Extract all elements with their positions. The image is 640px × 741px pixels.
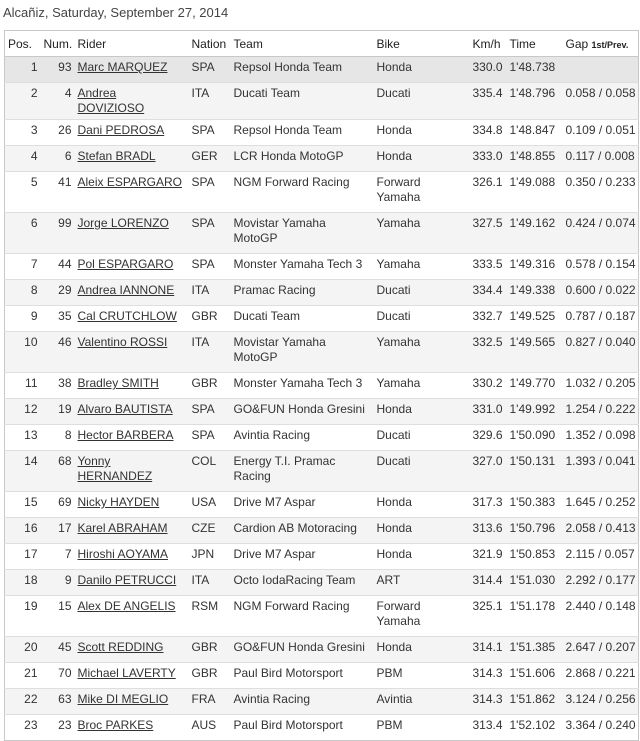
cell-gap: 2.115 / 0.057 <box>563 544 639 570</box>
cell-bike: Yamaha <box>374 332 470 373</box>
cell-bike: Honda <box>374 57 470 83</box>
table-row <box>5 689 639 715</box>
cell-gap: 0.787 / 0.187 <box>563 306 639 332</box>
cell-rider <box>75 57 189 83</box>
cell-num: 45 <box>41 637 75 663</box>
cell-gap: 0.578 / 0.154 <box>563 254 639 280</box>
cell-rider <box>75 715 189 741</box>
cell-kmh: 334.8 <box>470 120 507 146</box>
cell-team: Movistar Yamaha MotoGP <box>231 213 374 254</box>
cell-nation: ITA <box>189 332 231 373</box>
cell-pos: 15 <box>5 492 41 518</box>
header-num: Num. <box>41 31 75 57</box>
cell-rider <box>75 213 189 254</box>
cell-num: 38 <box>41 373 75 399</box>
table-row <box>5 663 639 689</box>
cell-gap: 2.440 / 0.148 <box>563 596 639 637</box>
cell-pos: 17 <box>5 544 41 570</box>
cell-bike: Forward Yamaha <box>374 172 470 213</box>
cell-nation: GER <box>189 146 231 172</box>
rider-link[interactable]: Scott REDDING <box>77 640 164 654</box>
header-pos: Pos. <box>5 31 41 57</box>
table-row <box>5 83 639 120</box>
cell-rider <box>75 544 189 570</box>
cell-bike: Yamaha <box>374 254 470 280</box>
cell-kmh: 335.4 <box>470 83 507 120</box>
cell-bike: Ducati <box>374 280 470 306</box>
rider-link[interactable]: Alvaro BAUTISTA <box>77 402 173 416</box>
cell-pos: 12 <box>5 399 41 425</box>
cell-num: 41 <box>41 172 75 213</box>
cell-team: Monster Yamaha Tech 3 <box>231 373 374 399</box>
cell-rider <box>75 332 189 373</box>
cell-pos: 21 <box>5 663 41 689</box>
cell-team: GO&FUN Honda Gresini <box>231 637 374 663</box>
cell-kmh: 332.5 <box>470 332 507 373</box>
rider-link[interactable]: Karel ABRAHAM <box>77 521 168 535</box>
cell-pos: 23 <box>5 715 41 741</box>
cell-gap: 0.109 / 0.051 <box>563 120 639 146</box>
cell-bike: Yamaha <box>374 373 470 399</box>
cell-num: 6 <box>41 146 75 172</box>
cell-pos: 18 <box>5 570 41 596</box>
cell-num: 35 <box>41 306 75 332</box>
rider-link[interactable]: Alex DE ANGELIS <box>77 599 176 613</box>
cell-pos: 22 <box>5 689 41 715</box>
cell-nation: RSM <box>189 596 231 637</box>
cell-rider <box>75 663 189 689</box>
header-time: Time <box>507 31 563 57</box>
cell-time: 1'49.992 <box>507 399 563 425</box>
cell-bike: Honda <box>374 544 470 570</box>
cell-team: Repsol Honda Team <box>231 57 374 83</box>
cell-bike: Honda <box>374 492 470 518</box>
cell-rider <box>75 83 189 120</box>
cell-num: 17 <box>41 518 75 544</box>
cell-bike: Ducati <box>374 83 470 120</box>
cell-gap: 0.058 / 0.058 <box>563 83 639 120</box>
cell-kmh: 326.1 <box>470 172 507 213</box>
cell-num: 70 <box>41 663 75 689</box>
results-body <box>5 57 639 741</box>
table-row <box>5 399 639 425</box>
cell-nation: AUS <box>189 715 231 741</box>
cell-gap: 0.600 / 0.022 <box>563 280 639 306</box>
cell-kmh: 333.0 <box>470 146 507 172</box>
cell-num: 46 <box>41 332 75 373</box>
cell-nation: FRA <box>189 689 231 715</box>
rider-link[interactable]: Yonny HERNANDEZ <box>77 454 153 483</box>
cell-rider <box>75 570 189 596</box>
cell-pos: 11 <box>5 373 41 399</box>
cell-time: 1'52.102 <box>507 715 563 741</box>
header-nation: Nation <box>189 31 231 57</box>
cell-team: LCR Honda MotoGP <box>231 146 374 172</box>
rider-link[interactable]: Michael LAVERTY <box>77 666 176 680</box>
cell-gap: 0.350 / 0.233 <box>563 172 639 213</box>
cell-bike: PBM <box>374 663 470 689</box>
cell-num: 7 <box>41 544 75 570</box>
cell-nation: SPA <box>189 120 231 146</box>
cell-bike: Ducati <box>374 451 470 492</box>
cell-kmh: 330.0 <box>470 57 507 83</box>
cell-team: Repsol Honda Team <box>231 120 374 146</box>
cell-bike: Yamaha <box>374 213 470 254</box>
cell-num: 19 <box>41 399 75 425</box>
cell-num: 68 <box>41 451 75 492</box>
cell-time: 1'50.383 <box>507 492 563 518</box>
cell-team: Monster Yamaha Tech 3 <box>231 254 374 280</box>
cell-gap: 3.124 / 0.256 <box>563 689 639 715</box>
cell-gap: 2.292 / 0.177 <box>563 570 639 596</box>
cell-num: 15 <box>41 596 75 637</box>
cell-kmh: 334.4 <box>470 280 507 306</box>
cell-num: 29 <box>41 280 75 306</box>
table-row <box>5 451 639 492</box>
table-row <box>5 213 639 254</box>
cell-nation: JPN <box>189 544 231 570</box>
cell-bike: Honda <box>374 120 470 146</box>
cell-time: 1'49.162 <box>507 213 563 254</box>
cell-rider <box>75 596 189 637</box>
rider-link[interactable]: Bradley SMITH <box>77 376 159 390</box>
cell-team: Ducati Team <box>231 83 374 120</box>
rider-link[interactable]: Aleix ESPARGARO <box>77 175 182 189</box>
cell-nation: USA <box>189 492 231 518</box>
cell-time: 1'49.525 <box>507 306 563 332</box>
cell-gap: 1.352 / 0.098 <box>563 425 639 451</box>
cell-num: 23 <box>41 715 75 741</box>
cell-nation: GBR <box>189 306 231 332</box>
cell-kmh: 327.5 <box>470 213 507 254</box>
cell-kmh: 325.1 <box>470 596 507 637</box>
cell-team: Drive M7 Aspar <box>231 544 374 570</box>
cell-nation: GBR <box>189 637 231 663</box>
cell-rider <box>75 280 189 306</box>
cell-nation: ITA <box>189 83 231 120</box>
cell-gap: 0.424 / 0.074 <box>563 213 639 254</box>
cell-time: 1'49.088 <box>507 172 563 213</box>
cell-nation: ITA <box>189 280 231 306</box>
cell-time: 1'51.862 <box>507 689 563 715</box>
table-row <box>5 715 639 741</box>
header-gap-note: 1st/Prev. <box>591 39 629 50</box>
cell-nation: GBR <box>189 373 231 399</box>
table-row <box>5 306 639 332</box>
table-row <box>5 146 639 172</box>
rider-link[interactable]: Stefan BRADL <box>77 149 156 163</box>
cell-time: 1'49.770 <box>507 373 563 399</box>
cell-bike: Honda <box>374 637 470 663</box>
rider-link[interactable]: Andrea DOVIZIOSO <box>77 86 145 115</box>
cell-bike: Honda <box>374 399 470 425</box>
cell-nation: GBR <box>189 663 231 689</box>
cell-team: Ducati Team <box>231 306 374 332</box>
table-row <box>5 373 639 399</box>
cell-kmh: 314.1 <box>470 637 507 663</box>
cell-team: Drive M7 Aspar <box>231 492 374 518</box>
cell-rider <box>75 451 189 492</box>
cell-time: 1'48.847 <box>507 120 563 146</box>
cell-kmh: 332.7 <box>470 306 507 332</box>
cell-gap: 1.254 / 0.222 <box>563 399 639 425</box>
cell-kmh: 314.3 <box>470 689 507 715</box>
cell-pos: 14 <box>5 451 41 492</box>
cell-rider <box>75 146 189 172</box>
cell-bike: Ducati <box>374 306 470 332</box>
cell-kmh: 321.9 <box>470 544 507 570</box>
cell-time: 1'50.796 <box>507 518 563 544</box>
cell-pos: 10 <box>5 332 41 373</box>
cell-nation: SPA <box>189 399 231 425</box>
cell-gap: 3.364 / 0.240 <box>563 715 639 741</box>
cell-team: Octo IodaRacing Team <box>231 570 374 596</box>
cell-pos: 3 <box>5 120 41 146</box>
header-gap <box>563 31 639 57</box>
cell-num: 9 <box>41 570 75 596</box>
cell-num: 8 <box>41 425 75 451</box>
cell-kmh: 327.0 <box>470 451 507 492</box>
cell-time: 1'49.338 <box>507 280 563 306</box>
cell-team: Avintia Racing <box>231 689 374 715</box>
header-row <box>5 31 639 57</box>
cell-time: 1'51.385 <box>507 637 563 663</box>
cell-time: 1'50.131 <box>507 451 563 492</box>
cell-num: 26 <box>41 120 75 146</box>
rider-link[interactable]: Jorge LORENZO <box>77 216 169 230</box>
rider-link[interactable]: Nicky HAYDEN <box>77 495 160 509</box>
cell-rider <box>75 425 189 451</box>
cell-kmh: 333.5 <box>470 254 507 280</box>
cell-rider <box>75 399 189 425</box>
cell-nation: ITA <box>189 570 231 596</box>
table-row <box>5 57 639 83</box>
header-gap-label: Gap <box>565 36 589 51</box>
cell-pos: 16 <box>5 518 41 544</box>
cell-rider <box>75 518 189 544</box>
cell-time: 1'49.565 <box>507 332 563 373</box>
rider-link[interactable]: Mike DI MEGLIO <box>77 692 169 706</box>
cell-gap: 1.645 / 0.252 <box>563 492 639 518</box>
cell-kmh: 313.6 <box>470 518 507 544</box>
table-row <box>5 570 639 596</box>
cell-nation: SPA <box>189 213 231 254</box>
cell-pos: 7 <box>5 254 41 280</box>
cell-gap <box>563 57 639 83</box>
header-team: Team <box>231 31 374 57</box>
cell-rider <box>75 637 189 663</box>
cell-bike: PBM <box>374 715 470 741</box>
rider-link[interactable]: Pol ESPARGARO <box>77 257 174 271</box>
rider-link[interactable]: Valentino ROSSI <box>77 335 168 349</box>
table-row <box>5 280 639 306</box>
cell-kmh: 329.6 <box>470 425 507 451</box>
rider-link[interactable]: Broc PARKES <box>77 718 154 732</box>
cell-nation: SPA <box>189 254 231 280</box>
cell-team: Pramac Racing <box>231 280 374 306</box>
cell-time: 1'49.316 <box>507 254 563 280</box>
cell-pos: 9 <box>5 306 41 332</box>
cell-team: Paul Bird Motorsport <box>231 715 374 741</box>
cell-team: Energy T.I. Pramac Racing <box>231 451 374 492</box>
table-row <box>5 120 639 146</box>
header-bike: Bike <box>374 31 470 57</box>
cell-nation: CZE <box>189 518 231 544</box>
cell-nation: SPA <box>189 425 231 451</box>
cell-team: Avintia Racing <box>231 425 374 451</box>
rider-link[interactable]: Cal CRUTCHLOW <box>77 309 177 323</box>
cell-bike: Honda <box>374 518 470 544</box>
cell-rider <box>75 689 189 715</box>
cell-time: 1'51.030 <box>507 570 563 596</box>
cell-num: 69 <box>41 492 75 518</box>
table-row <box>5 518 639 544</box>
cell-num: 4 <box>41 83 75 120</box>
cell-num: 44 <box>41 254 75 280</box>
cell-gap: 0.827 / 0.040 <box>563 332 639 373</box>
cell-gap: 2.647 / 0.207 <box>563 637 639 663</box>
cell-kmh: 317.3 <box>470 492 507 518</box>
cell-team: NGM Forward Racing <box>231 172 374 213</box>
cell-team: Movistar Yamaha MotoGP <box>231 332 374 373</box>
cell-nation: COL <box>189 451 231 492</box>
cell-team: Cardion AB Motoracing <box>231 518 374 544</box>
cell-gap: 1.393 / 0.041 <box>563 451 639 492</box>
cell-gap: 1.032 / 0.205 <box>563 373 639 399</box>
cell-team: NGM Forward Racing <box>231 596 374 637</box>
cell-nation: SPA <box>189 172 231 213</box>
cell-gap: 2.868 / 0.221 <box>563 663 639 689</box>
rider-link[interactable]: Hector BARBERA <box>77 428 174 442</box>
table-row <box>5 544 639 570</box>
cell-bike: ART <box>374 570 470 596</box>
cell-rider <box>75 120 189 146</box>
cell-time: 1'50.090 <box>507 425 563 451</box>
cell-time: 1'48.855 <box>507 146 563 172</box>
cell-pos: 13 <box>5 425 41 451</box>
cell-bike: Forward Yamaha <box>374 596 470 637</box>
cell-pos: 2 <box>5 83 41 120</box>
cell-num: 93 <box>41 57 75 83</box>
rider-link[interactable]: Marc MARQUEZ <box>77 60 168 74</box>
table-row <box>5 254 639 280</box>
cell-pos: 8 <box>5 280 41 306</box>
cell-bike: Honda <box>374 146 470 172</box>
cell-rider <box>75 172 189 213</box>
table-row <box>5 425 639 451</box>
qualifying-results-table <box>4 30 639 741</box>
cell-kmh: 330.2 <box>470 373 507 399</box>
cell-gap: 2.058 / 0.413 <box>563 518 639 544</box>
cell-pos: 19 <box>5 596 41 637</box>
rider-link[interactable]: Dani PEDROSA <box>77 123 165 137</box>
cell-time: 1'51.178 <box>507 596 563 637</box>
cell-bike: Avintia <box>374 689 470 715</box>
table-row <box>5 492 639 518</box>
cell-pos: 20 <box>5 637 41 663</box>
cell-pos: 1 <box>5 57 41 83</box>
cell-pos: 5 <box>5 172 41 213</box>
cell-time: 1'51.606 <box>507 663 563 689</box>
header-rider: Rider <box>75 31 189 57</box>
cell-num: 63 <box>41 689 75 715</box>
rider-link[interactable]: Hiroshi AOYAMA <box>77 547 168 561</box>
cell-time: 1'48.738 <box>507 57 563 83</box>
cell-rider <box>75 492 189 518</box>
cell-nation: SPA <box>189 57 231 83</box>
table-row <box>5 637 639 663</box>
cell-team: GO&FUN Honda Gresini <box>231 399 374 425</box>
table-row <box>5 332 639 373</box>
cell-rider <box>75 306 189 332</box>
cell-kmh: 314.4 <box>470 570 507 596</box>
cell-pos: 6 <box>5 213 41 254</box>
cell-time: 1'50.853 <box>507 544 563 570</box>
cell-gap: 0.117 / 0.008 <box>563 146 639 172</box>
cell-kmh: 331.0 <box>470 399 507 425</box>
table-row <box>5 596 639 637</box>
rider-link[interactable]: Danilo PETRUCCI <box>77 573 177 587</box>
cell-bike: Ducati <box>374 425 470 451</box>
cell-num: 99 <box>41 213 75 254</box>
rider-link[interactable]: Andrea IANNONE <box>77 283 175 297</box>
cell-rider <box>75 254 189 280</box>
cell-pos: 4 <box>5 146 41 172</box>
cell-rider <box>75 373 189 399</box>
cell-team: Paul Bird Motorsport <box>231 663 374 689</box>
header-kmh: Km/h <box>470 31 507 57</box>
cell-kmh: 313.4 <box>470 715 507 741</box>
table-row <box>5 172 639 213</box>
session-caption: Alcañiz, Saturday, September 27, 2014 <box>3 5 229 20</box>
cell-time: 1'48.796 <box>507 83 563 120</box>
cell-kmh: 314.3 <box>470 663 507 689</box>
